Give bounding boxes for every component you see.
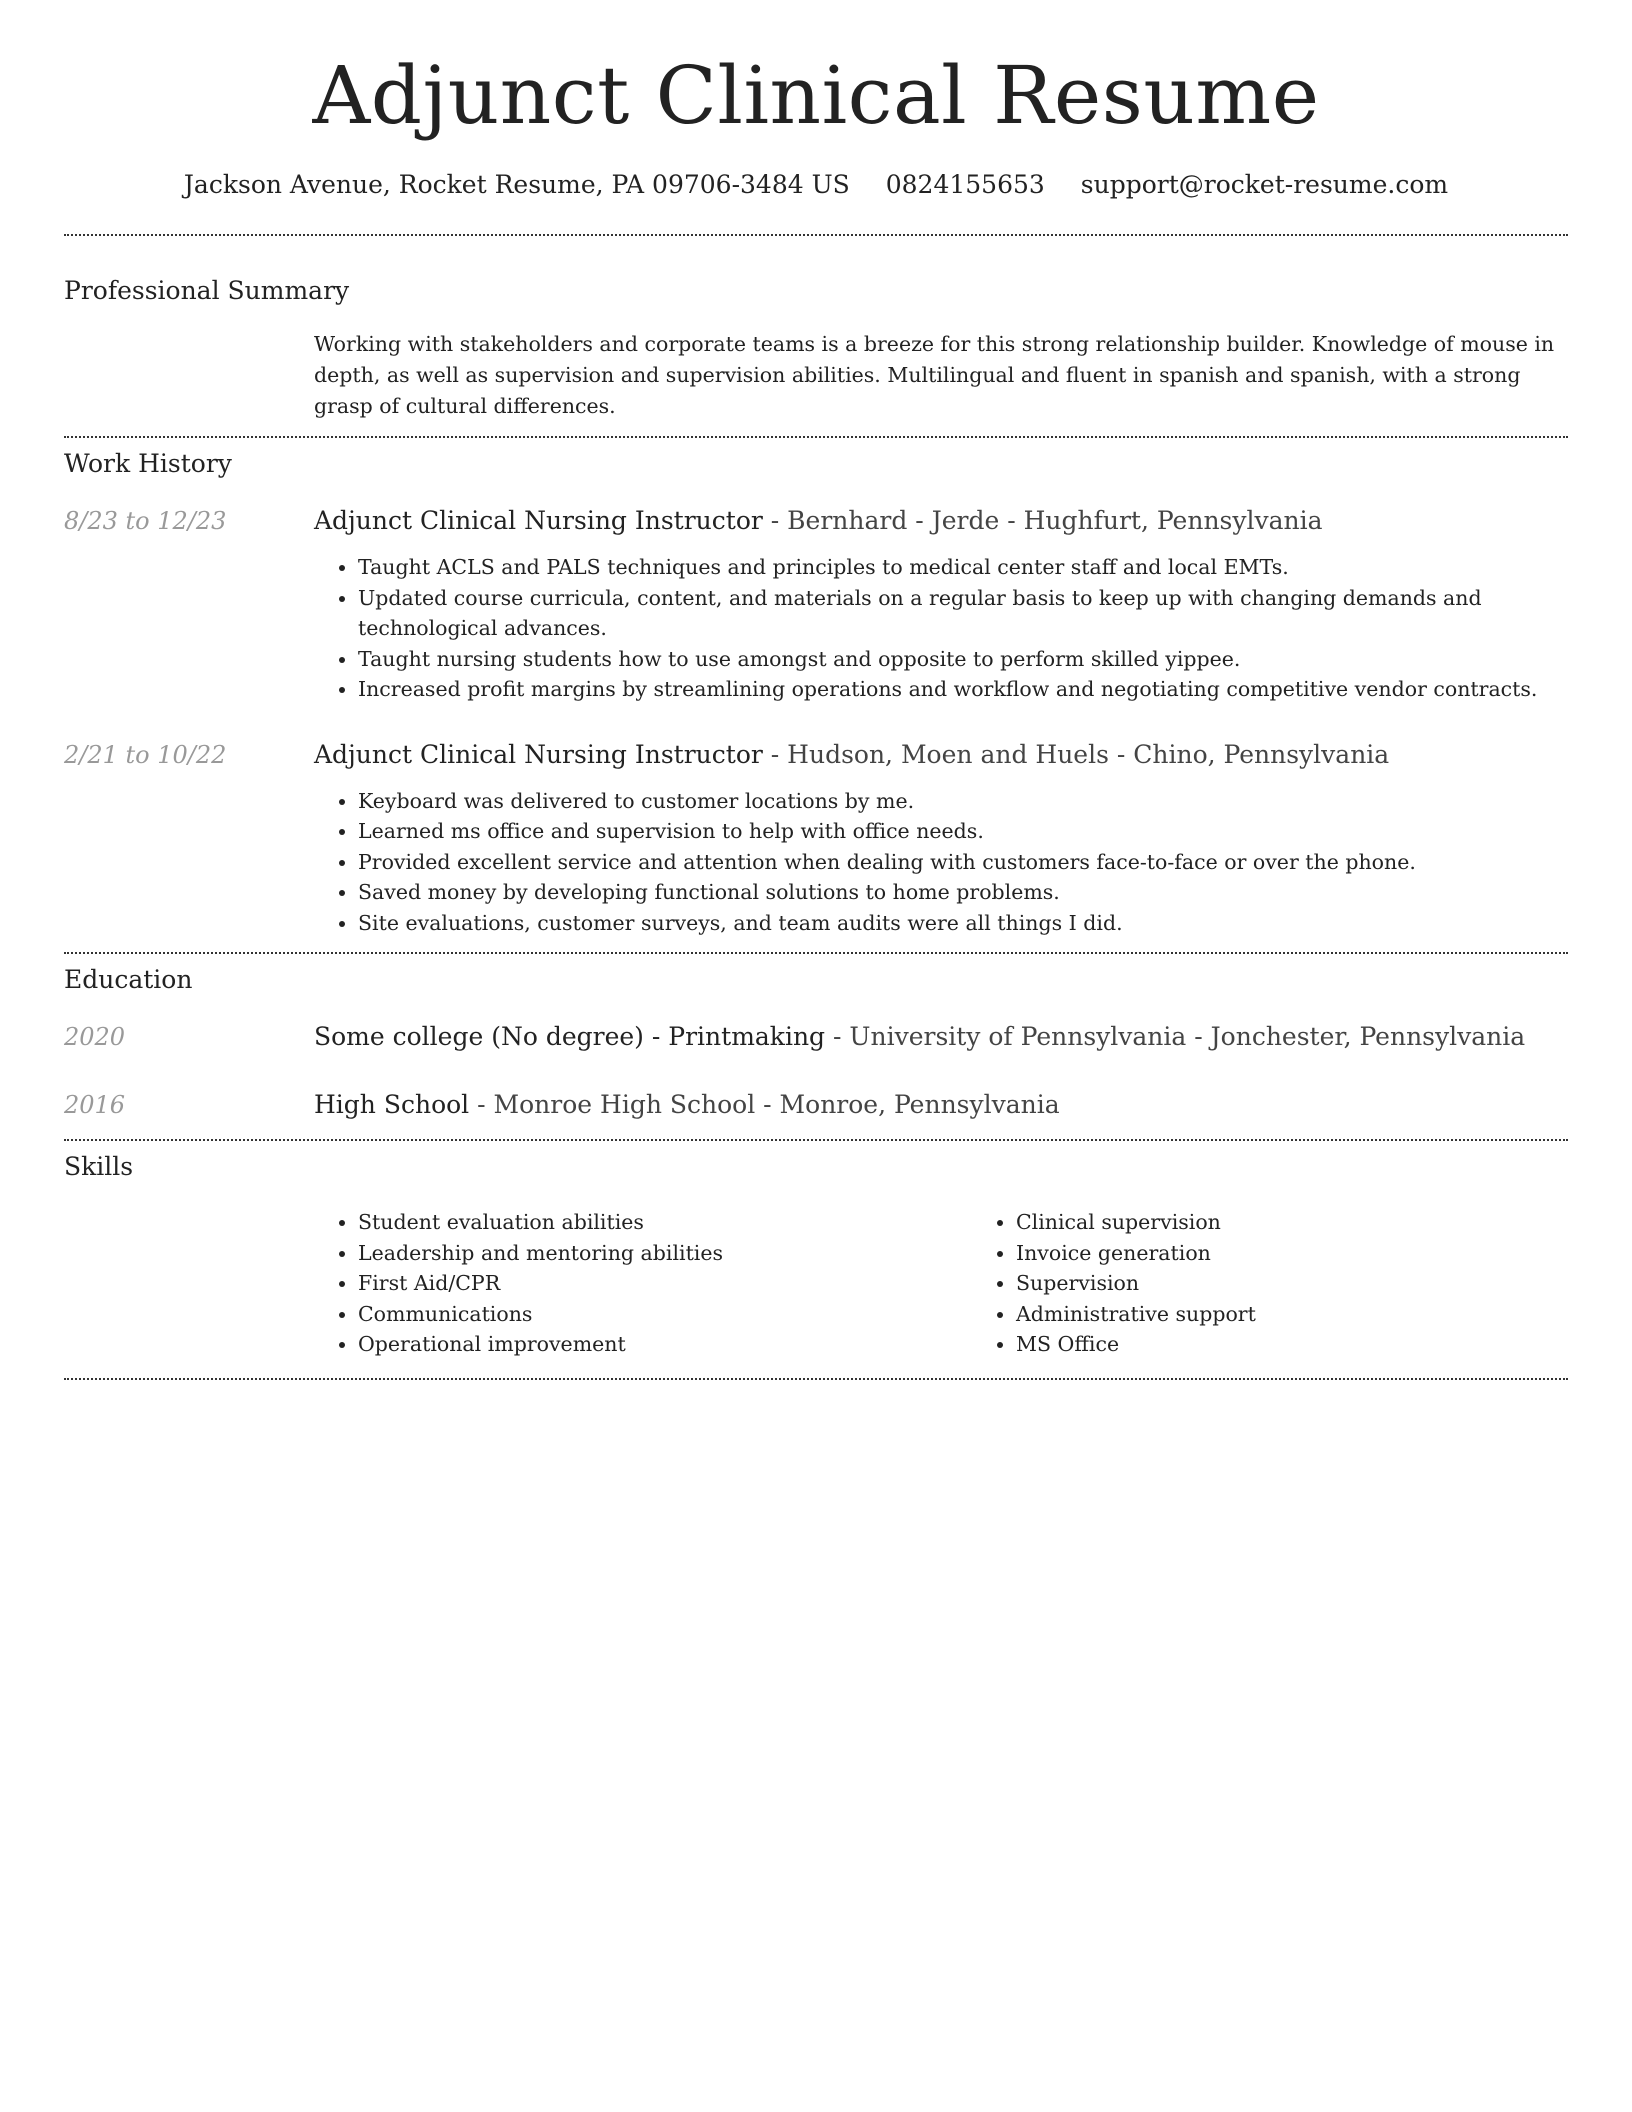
resume-title: Adjunct Clinical Resume (312, 49, 1320, 142)
list-item: • Taught nursing students how to use amongst and opposite to perform skilled yippee. (358, 644, 1568, 675)
skill-item: • Clinical supervision (1016, 1207, 1630, 1238)
job-employer: - Hudson, Moen and Huels - Chino, Pennsylvania (762, 739, 1390, 769)
skill-item: • Invoice generation (1016, 1238, 1630, 1269)
section-divider (64, 1139, 1568, 1141)
contact-email: support@rocket-resume.com (1080, 170, 1449, 199)
skill-item: • Administrative support (1016, 1299, 1630, 1330)
job-dates: 2/21 to 10/22 (64, 740, 227, 769)
skills-heading: Skills (64, 1152, 134, 1181)
job-position: Adjunct Clinical Nursing Instructor (314, 739, 763, 769)
work-history-section (64, 449, 1568, 938)
job-duties (314, 552, 1568, 705)
skill-item: • Communications (358, 1299, 972, 1330)
job-position: Adjunct Clinical Nursing Instructor (314, 506, 763, 535)
job-entry (64, 505, 1568, 705)
education-degree: Some college (No degree) - Printmaking (314, 1022, 826, 1051)
education-entry (64, 1089, 1568, 1121)
skill-item: • Student evaluation abilities (358, 1207, 972, 1238)
skill-item: • Operational improvement (358, 1329, 972, 1360)
job-heading (314, 505, 1568, 537)
job-dates: 8/23 to 12/23 (64, 507, 227, 535)
job-employer: - Bernhard - Jerde - Hughfurt, Pennsylvania (762, 506, 1323, 535)
job-heading (314, 739, 1568, 771)
education-entry (64, 1021, 1568, 1053)
section-divider (64, 234, 1568, 236)
contact-address: Jackson Avenue, Rocket Resume, PA 09706-3484 US (183, 170, 850, 199)
summary-section (64, 276, 1568, 422)
list-item: • Site evaluations, customer surveys, and team audits were all things I did. (358, 908, 1568, 939)
education-degree: High School (314, 1090, 470, 1119)
job-duties (314, 786, 1568, 939)
skills-list-left (314, 1207, 972, 1360)
list-item: • Saved money by developing functional solutions to home problems. (358, 877, 1568, 908)
list-item: • Learned ms office and supervision to help with office needs. (358, 816, 1568, 847)
list-item: • Keyboard was delivered to customer locations by me. (358, 786, 1568, 817)
education-year: 2016 (64, 1091, 126, 1119)
resume-page (64, 0, 1568, 1380)
section-divider (64, 952, 1568, 954)
summary-text: Working with stakeholders and corporate teams is a breeze for this strong relationship builder. Knowledge of mouse in depth, as well as supervision and supervision abilities. Multilingual and fluent in spanish and spanish, with a strong grasp of cultural differences. (314, 332, 1555, 418)
education-heading: Education (64, 965, 193, 994)
education-section (64, 965, 1568, 1121)
list-item: • Updated course curricula, content, and materials on a regular basis to keep up with changing demands and technological advances. (358, 583, 1568, 644)
education-year: 2020 (64, 1023, 126, 1051)
section-divider (64, 436, 1568, 438)
skill-item: • MS Office (1016, 1329, 1630, 1360)
contact-line (64, 170, 1568, 200)
list-item: • Taught ACLS and PALS techniques and principles to medical center staff and local EMTs. (358, 552, 1568, 583)
skill-item: • First Aid/CPR (358, 1268, 972, 1299)
section-divider (64, 1378, 1568, 1380)
skill-item: • Leadership and mentoring abilities (358, 1238, 972, 1269)
list-item: • Increased profit margins by streamlining operations and workflow and negotiating competitive vendor contracts. (358, 674, 1568, 705)
education-school: - University of Pennsylvania - Jonchester, Pennsylvania (825, 1022, 1526, 1051)
skills-section (64, 1152, 1568, 1360)
contact-phone: 0824155653 (885, 170, 1045, 199)
job-entry (64, 739, 1568, 939)
work-history-heading: Work History (64, 449, 232, 478)
summary-heading: Professional Summary (64, 276, 350, 305)
education-school: - Monroe High School - Monroe, Pennsylvania (469, 1090, 1060, 1119)
list-item: • Provided excellent service and attention when dealing with customers face-to-face or over the phone. (358, 847, 1568, 878)
skills-list-right (972, 1207, 1630, 1360)
skill-item: • Supervision (1016, 1268, 1630, 1299)
